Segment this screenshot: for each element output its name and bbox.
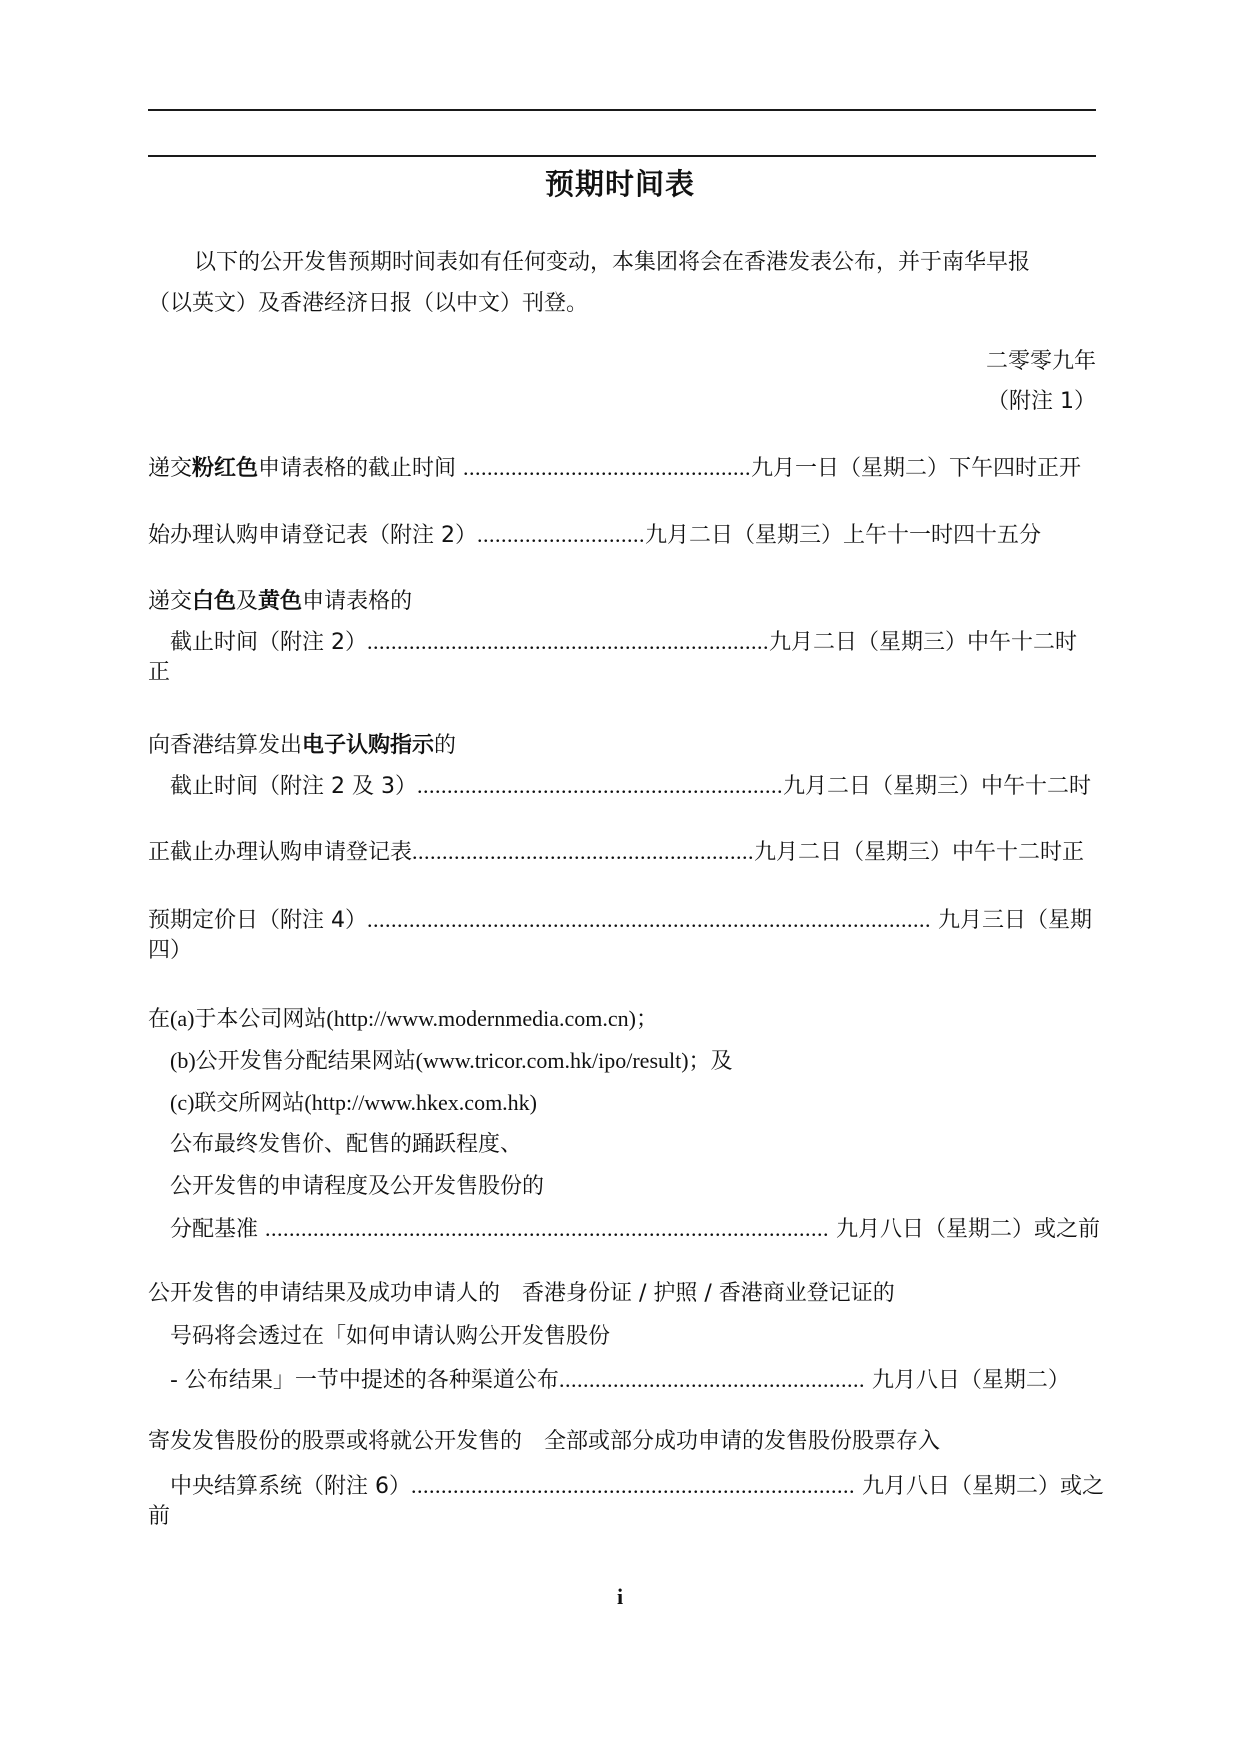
leader-dots: ......................................................... bbox=[412, 839, 755, 864]
dispatch-line-1: 寄发发售股份的股票或将就公开发售的 全部或部分成功申请的发售股份股票存入 bbox=[148, 1429, 941, 1454]
entry-date: 九月三日（星期 bbox=[931, 908, 1092, 933]
leader-dots: ............................ bbox=[477, 522, 645, 547]
entry-open-register bbox=[148, 515, 1108, 556]
entry-electronic-instructions bbox=[148, 726, 1108, 807]
entry-application-results bbox=[148, 1272, 1108, 1402]
entry-text: 预期定价日（附注 4） bbox=[148, 908, 367, 933]
announce-line-6: 分配基准 bbox=[170, 1217, 265, 1242]
entry-text: 递交 bbox=[148, 456, 193, 481]
entry-date: 九月二日（星期三）上午十一时四十五分 bbox=[645, 523, 1042, 548]
entry-pricing-date bbox=[148, 900, 1108, 971]
page-number: i bbox=[616, 1584, 624, 1609]
intro-line-1: 以下的公开发售预期时间表如有任何变动，本集团将会在香港发表公布，并于南华早报 bbox=[194, 250, 1031, 275]
intro-paragraph bbox=[148, 242, 1098, 324]
entry-close-register bbox=[148, 832, 1108, 873]
leader-dots: ................................................... bbox=[558, 1367, 865, 1392]
entry-date: 九月八日（星期二） bbox=[864, 1368, 1070, 1393]
second-rule bbox=[148, 155, 1096, 157]
entry-text: 及 bbox=[236, 589, 259, 614]
entry-text: 始办理认购申请登记表（附注 2） bbox=[148, 523, 477, 548]
leader-dots: .......................................................................... bbox=[411, 1473, 855, 1498]
entry-sub-text: 截止时间（附注 2 及 3） bbox=[170, 774, 417, 799]
entry-wrap-text: 四） bbox=[148, 938, 193, 963]
announce-line-4: 公布最终发售价、配售的踊跃程度、 bbox=[170, 1132, 523, 1157]
entry-sub-text: 截止时间（附注 2） bbox=[170, 630, 367, 655]
entry-date: 九月一日（星期二）下午四时正开 bbox=[751, 456, 1082, 481]
leader-dots: .............................................................................................. bbox=[265, 1216, 829, 1241]
leader-dots: ................................................................... bbox=[367, 629, 769, 654]
year-header bbox=[986, 342, 1096, 422]
announce-line-3: (c)联交所网站(http://www.hkex.com.hk) bbox=[170, 1090, 538, 1115]
announce-line-5: 公开发售的申请程度及公开发售股份的 bbox=[170, 1174, 545, 1199]
entry-pink-form bbox=[148, 448, 1108, 489]
leader-dots: ............................................................. bbox=[416, 773, 783, 798]
entry-date: 九月八日（星期二）或之 bbox=[855, 1474, 1104, 1499]
page-title: 预期时间表 bbox=[544, 167, 695, 201]
year-note: （附注 1） bbox=[987, 389, 1096, 414]
announce-line-2: (b)公开发售分配结果网站(www.tricor.com.hk/ipo/result)；及 bbox=[170, 1048, 733, 1073]
entry-date: 九月八日（星期二）或之前 bbox=[829, 1217, 1100, 1242]
results-line-2: 号码将会透过在「如何申请认购公开发售股份 bbox=[170, 1324, 611, 1349]
results-line-1: 公开发售的申请结果及成功申请人的 香港身份证 / 护照 / 香港商业登记证的 bbox=[148, 1281, 895, 1306]
entry-date: 九月二日（星期三）中午十二时正 bbox=[754, 840, 1085, 865]
entry-text: 递交 bbox=[148, 589, 193, 614]
entry-text: 向香港结算发出 bbox=[148, 733, 303, 758]
entry-bold-text: 黄色 bbox=[258, 589, 303, 614]
entry-dispatch-certificates bbox=[148, 1422, 1108, 1537]
entry-bold-text: 白色 bbox=[192, 589, 237, 614]
entry-text: 的 bbox=[434, 733, 457, 758]
entry-date: 九月二日（星期三）中午十二时 bbox=[782, 774, 1091, 799]
leader-dots: .............................................................................................. bbox=[367, 907, 931, 932]
entry-text: 正截止办理认购申请登记表 bbox=[148, 840, 413, 865]
entry-text: 申请表格的 bbox=[302, 589, 413, 614]
dispatch-line-2: 中央结算系统（附注 6） bbox=[170, 1474, 411, 1499]
entry-date: 九月二日（星期三）中午十二时 bbox=[769, 630, 1078, 655]
entry-bold-text: 电子认购指示 bbox=[302, 733, 435, 758]
entry-announcement bbox=[148, 998, 1108, 1251]
announce-line-1: 在(a)于本公司网站(http://www.modernmedia.com.cn)； bbox=[148, 1006, 658, 1031]
intro-line-2: （以英文）及香港经济日报（以中文）刊登。 bbox=[148, 291, 589, 316]
entry-bold-text: 粉红色 bbox=[192, 456, 259, 481]
entry-text: 申请表格的截止时间 bbox=[258, 456, 464, 481]
entry-wrap-text: 正 bbox=[148, 660, 171, 685]
results-line-3: - 公布结果」一节中提述的各种渠道公布 bbox=[170, 1368, 559, 1393]
entry-wrap-text: 前 bbox=[148, 1504, 171, 1529]
year-label: 二零零九年 bbox=[985, 349, 1096, 374]
entry-white-yellow-form bbox=[148, 582, 1108, 693]
leader-dots: ................................................ bbox=[463, 455, 752, 480]
top-rule bbox=[148, 109, 1096, 111]
